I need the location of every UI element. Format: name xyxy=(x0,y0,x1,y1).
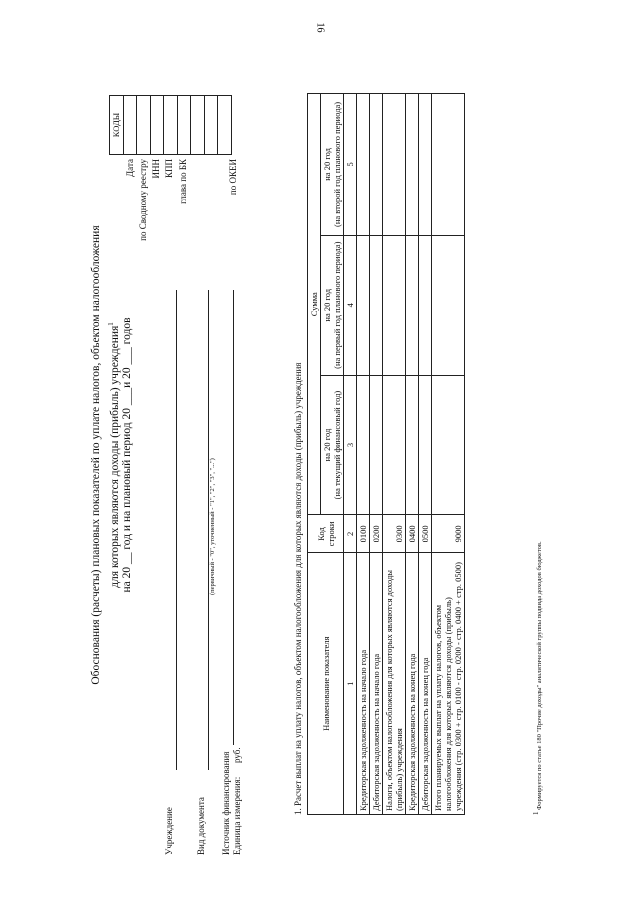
footnote: 1 Формируется по статье 180 "Прочие доходы" аналитической группы подвида доходов бюджетов. xyxy=(532,541,544,815)
code-label-registry: по Сводному реестру xyxy=(138,159,148,241)
value-cell[interactable] xyxy=(432,94,465,236)
code-cell[interactable] xyxy=(177,96,191,155)
document-sheet xyxy=(85,55,555,855)
code-cell[interactable] xyxy=(191,96,205,155)
row-code: 0400 xyxy=(406,515,419,553)
row-name: Дебиторская задолженность на конец года xyxy=(419,553,432,815)
code-label-okei: по ОКЕИ xyxy=(228,159,238,196)
row-name: Кредиторская задолженность на начало года xyxy=(357,553,370,815)
value-cell[interactable] xyxy=(432,375,465,515)
table-row xyxy=(370,94,383,815)
tax-calc-table xyxy=(307,93,465,815)
table-row xyxy=(432,94,465,815)
value-cell[interactable] xyxy=(357,94,370,236)
value-cell[interactable] xyxy=(406,94,419,236)
unit-label: Единица измерения: xyxy=(232,776,242,855)
code-label-date: Дата xyxy=(125,159,135,177)
row-name: Итого планируемых выплат на уплату налогов, объектом налогообложения для которых являются доходы (прибыль) учреждения (стр. 0300 + стр. 0100 - стр. 0200 - стр. 0400 + стр. 0500) xyxy=(432,553,465,815)
row-code: 0200 xyxy=(370,515,383,553)
row-code: 0500 xyxy=(419,515,432,553)
code-label-kpp: КПП xyxy=(164,159,174,179)
value-cell[interactable] xyxy=(357,235,370,375)
code-cell[interactable] xyxy=(204,96,218,155)
codes-header: КОДЫ xyxy=(110,96,124,155)
page-number: 16 xyxy=(314,22,326,33)
col-num: 3 xyxy=(344,375,357,515)
funding-source-field[interactable] xyxy=(233,290,234,745)
table-row xyxy=(419,94,432,815)
doc-title-line2: для которых являются доходы (прибыль) учреждения$^1$ xyxy=(107,322,121,588)
col-header-year2: на 20 год (на первый год планового периода) xyxy=(321,235,344,375)
table-row xyxy=(383,94,406,815)
row-code: 0100 xyxy=(357,515,370,553)
code-cell[interactable] xyxy=(123,96,137,155)
value-cell[interactable] xyxy=(370,94,383,236)
value-cell[interactable] xyxy=(419,235,432,375)
section-title: 1. Расчет выплат на уплату налогов, объектом налогообложения для которых являются доходы (прибыль) учреждения xyxy=(293,362,303,815)
value-cell[interactable] xyxy=(383,375,406,515)
code-cell[interactable] xyxy=(137,96,151,155)
code-cell[interactable] xyxy=(150,96,164,155)
column-numbers-row xyxy=(344,94,357,815)
unit-value: руб. xyxy=(232,747,242,763)
row-code: 0300 xyxy=(383,515,406,553)
code-label-inn: ИНН xyxy=(151,159,161,179)
codes-table xyxy=(109,95,232,155)
col-num: 2 xyxy=(344,515,357,553)
value-cell[interactable] xyxy=(383,235,406,375)
value-cell[interactable] xyxy=(383,94,406,236)
value-cell[interactable] xyxy=(406,375,419,515)
col-num: 1 xyxy=(344,553,357,815)
col-header-year3: на 20 год (на второй год планового периода) xyxy=(321,94,344,236)
value-cell[interactable] xyxy=(432,235,465,375)
value-cell[interactable] xyxy=(419,94,432,236)
value-cell[interactable] xyxy=(406,235,419,375)
doc-title-line1: Обоснования (расчеты) плановых показателей по уплате налогов, объектом налогообложения xyxy=(90,225,102,685)
col-header-name: Наименование показателя xyxy=(308,553,344,815)
value-cell[interactable] xyxy=(370,235,383,375)
footnote-ref: 1 xyxy=(107,322,115,326)
col-header-sum: Сумма xyxy=(308,94,321,515)
value-cell[interactable] xyxy=(357,375,370,515)
code-cell[interactable] xyxy=(218,96,232,155)
col-num: 4 xyxy=(344,235,357,375)
col-header-code: Код строки xyxy=(308,515,344,553)
code-cell[interactable] xyxy=(164,96,178,155)
row-name: Налоги, объектом налогообложения для которых являются доходы (прибыль) учреждения xyxy=(383,553,406,815)
code-label-chapter: глава по БК xyxy=(178,159,188,204)
institution-field[interactable] xyxy=(176,290,177,770)
funding-source-label: Источник финансирования xyxy=(221,751,231,855)
doc-type-label: Вид документа xyxy=(196,797,206,855)
row-code: 9000 xyxy=(432,515,465,553)
institution-label: Учреждение xyxy=(164,807,174,855)
col-header-year1: на 20 год (на текущий финансовый год) xyxy=(321,375,344,515)
value-cell[interactable] xyxy=(419,375,432,515)
table-row xyxy=(406,94,419,815)
col-num: 5 xyxy=(344,94,357,236)
row-name: Кредиторская задолженность на конец года xyxy=(406,553,419,815)
doc-title-line3: на 20 __ год и на плановый период 20 ___и 20 ___ годов xyxy=(121,317,133,593)
value-cell[interactable] xyxy=(370,375,383,515)
row-name: Дебиторская задолженность на начало года xyxy=(370,553,383,815)
doc-type-hint: (первичный - "0", уточненный - "1", "2", "3", "...") xyxy=(209,458,216,595)
table-row xyxy=(357,94,370,815)
